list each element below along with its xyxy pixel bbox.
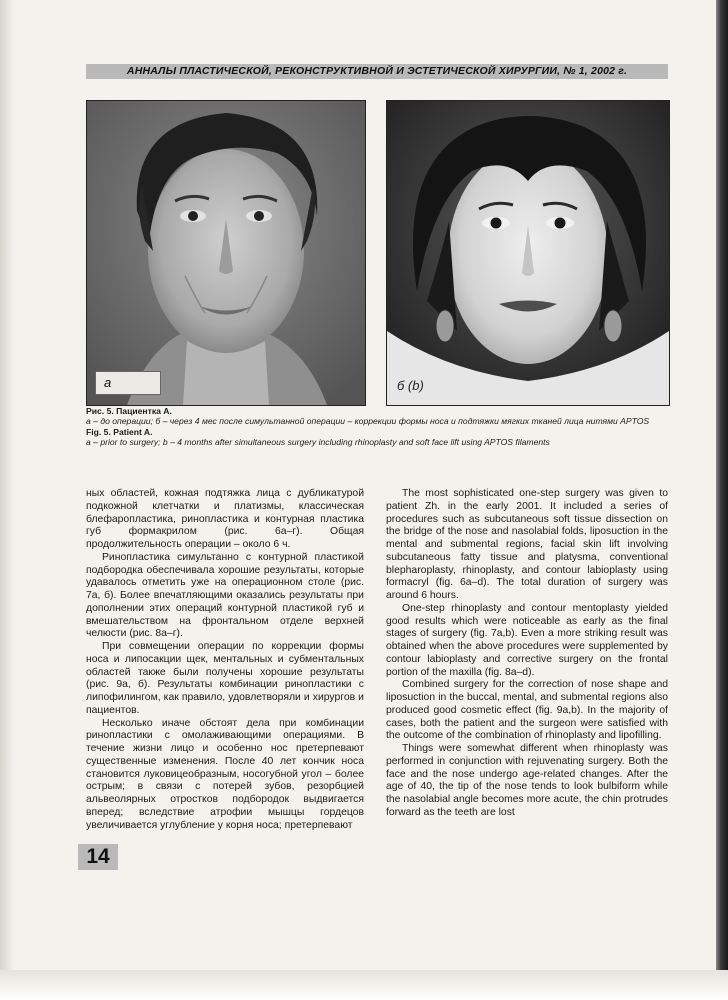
en-paragraph: The most sophisticated one-step surgery was given to patient Zh. in the early 2001. It included a series of procedures such as subcutaneous soft tissue dissection on the bridge of the nose and nasolabial folds, liposuction in the mental and submental regions, facial skin lift involving subcutaneous fatty tissue and platysma, conventional blepharoplasty, rhinoplasty, and contour labioplasty using formacryl (fig. 6a–d). The total duration of surgery was around 6 hours.	[386, 488, 668, 601]
ru-paragraph: Ринопластика симультанно с контурной пластикой подбородка обеспечивала хорошие результаты, которые удавалось отметить уже на операционном столе (рис. 7а, б). Более впечатляющими оказались результаты при дополнении этих операций контурной пластикой губ и вмешательством на фронтальном отделе верхней челюсти (рис. 8а–г).	[86, 551, 364, 640]
caption-ru-title: Рис. 5. Пациентка А.	[86, 406, 172, 416]
page-number: 14	[78, 844, 118, 870]
scan-bottom-margin	[0, 970, 728, 1000]
running-header: АННАЛЫ ПЛАСТИЧЕСКОЙ, РЕКОНСТРУКТИВНОЙ И ЭСТЕТИЧЕСКОЙ ХИРУРГИИ, № 1, 2002 г.	[126, 65, 628, 77]
caption-ru-text: а – до операции; б – через 4 мес после симультанной операции – коррекции формы носа и подтяжки мягких тканей лица нитями APTOS	[86, 416, 650, 427]
portrait-before-image	[87, 101, 365, 405]
caption-en-title: Fig. 5. Patient A.	[86, 426, 153, 437]
ru-paragraph: ных областей, кожная подтяжка лица с дубликатурой подкожной клетчатки и платизмы, классическая блефаропластика, ринопластика и контурная пластика губ формакрилом (рис. 6а–г). Общая продолжительность операции – около 6 ч.	[86, 488, 364, 550]
russian-text-column	[86, 488, 364, 832]
portrait-after-image	[387, 101, 669, 405]
en-paragraph: Combined surgery for the correction of nose shape and liposuction in the buccal, mental, and submental regions also produced good cosmetic effect (fig. 9a,b). In the majority of cases, both the patient and the surgeon were satisfied with the outcome of the combination of rhinoplasty and lipofilling.	[386, 679, 668, 742]
ru-paragraph: Несколько иначе обстоят дела при комбинации ринопластики с омолаживающими операциями. В течение жизни лицо и особенно нос претерпевают существенные изменения. После 40 лет кончик носа становится луковицеобразным, носогубной угол – более острым; в связи с потерей зубов, резорбцией альвеолярных отростков подбородок выдвигается вперед; вследствие атрофии мышцы гордецов увеличивается углубление у корня носа; претерпевают	[86, 717, 364, 831]
binding-edge	[0, 0, 14, 970]
ru-paragraph: При совмещении операции по коррекции формы носа и липосакции щек, ментальных и субментальных областей также были получены хорошие результаты (рис. 9а, б). Результаты комбинации ринопластики с липофилингом, как правило, удовлетворяли и хирургов и пациентов.	[86, 641, 364, 716]
figure-caption	[86, 406, 671, 448]
english-text-column	[386, 488, 668, 820]
caption-en-text: a – prior to surgery; b – 4 months after simultaneous surgery including rhinoplasty and soft face lift using APTOS filaments	[86, 437, 550, 448]
photo-label-a: а	[95, 371, 161, 395]
photo-before-surgery	[86, 100, 366, 406]
en-paragraph: Things were somewhat different when rhinoplasty was performed in conjunction with rejuvenating surgery. Both the face and the nose undergo age-related changes. After the age of 40, the tip of the nose tends to look bulbiform while the nasolabial angle becomes more acute, the chin protrudes forward as the teeth are lost	[386, 743, 668, 818]
photo-label-b: б (b)	[397, 378, 424, 393]
en-paragraph: One-step rhinoplasty and contour mentoplasty yielded good results which were noticeable as early as the final stages of surgery (fig. 7a,b). Even a more striking result was obtained when the above procedures were supplemented by contour labioplasty and corrective surgery on the frontal portion of the maxilla (fig. 8a–d).	[386, 602, 668, 678]
photo-after-surgery	[386, 100, 670, 406]
scan-edge-shadow	[716, 0, 728, 1000]
